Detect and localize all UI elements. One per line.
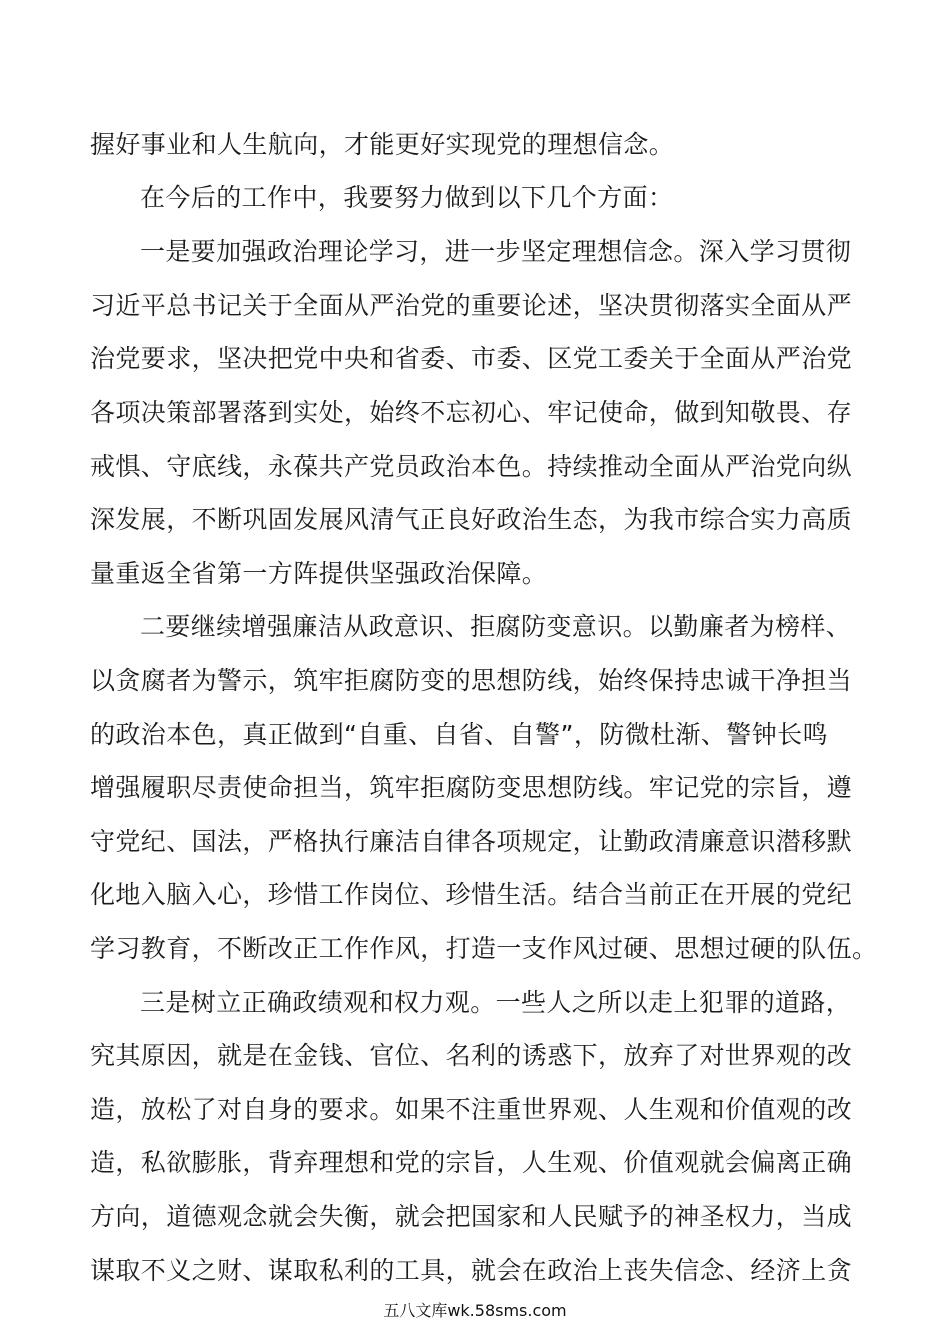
text-line: 学习教育，不断改正工作作风，打造一支作风过硬、思想过硬的队伍。 <box>90 934 878 963</box>
text-line: 造，私欲膨胀，背弃理想和党的宗旨，人生观、价值观就会偏离正确 <box>90 1148 853 1177</box>
text-line: 握好事业和人生航向，才能更好实现党的理想信念。 <box>90 130 675 159</box>
text-line: 三是树立正确政绩观和权力观。一些人之所以走上犯罪的道路， <box>140 988 852 1017</box>
text-line: 量重返全省第一方阵提供坚强政治保障。 <box>90 559 548 588</box>
text-line: 方向，道德观念就会失衡，就会把国家和人民赋予的神圣权力，当成 <box>90 1202 853 1231</box>
text-line: 化地入脑入心，珍惜工作岗位、珍惜生活。结合当前正在开展的党纪 <box>90 880 853 909</box>
text-line: 增强履职尽责使命担当，筑牢拒腐防变思想防线。牢记党的宗旨，遵 <box>90 773 853 802</box>
text-line: 二要继续增强廉洁从政意识、拒腐防变意识。以勤廉者为榜样、 <box>140 612 852 641</box>
text-line: 造，放松了对自身的要求。如果不注重世界观、人生观和价值观的改 <box>90 1095 853 1124</box>
text-line: 深发展，不断巩固发展风清气正良好政治生态，为我市综合实力高质 <box>90 505 853 534</box>
text-line: 以贪腐者为警示，筑牢拒腐防变的思想防线，始终保持忠诚干净担当 <box>90 666 853 695</box>
text-line: 谋取不义之财、谋取私利的工具，就会在政治上丧失信念、经济上贪 <box>90 1256 853 1285</box>
text-line: 习近平总书记关于全面从严治党的重要论述，坚决贯彻落实全面从严 <box>90 291 853 320</box>
text-line: 戒惧、守底线，永葆共产党员政治本色。持续推动全面从严治党向纵 <box>90 452 853 481</box>
text-line: 的政治本色，真正做到“自重、自省、自警”，防微杜渐、警钟长鸣 <box>90 720 828 749</box>
text-line: 究其原因，就是在金钱、官位、名利的诱惑下，放弃了对世界观的改 <box>90 1041 853 1070</box>
footer-watermark: 五八文库wk.58sms.com <box>383 1301 567 1320</box>
text-line: 各项决策部署落到实处，始终不忘初心、牢记使命，做到知敬畏、存 <box>90 398 853 427</box>
text-line: 一是要加强政治理论学习，进一步坚定理想信念。深入学习贯彻 <box>140 237 852 266</box>
text-line: 守党纪、国法，严格执行廉洁自律各项规定，让勤政清廉意识潜移默 <box>90 827 853 856</box>
text-line: 在今后的工作中，我要努力做到以下几个方面： <box>140 183 674 212</box>
text-line: 治党要求，坚决把党中央和省委、市委、区党工委关于全面从严治党 <box>90 344 853 373</box>
